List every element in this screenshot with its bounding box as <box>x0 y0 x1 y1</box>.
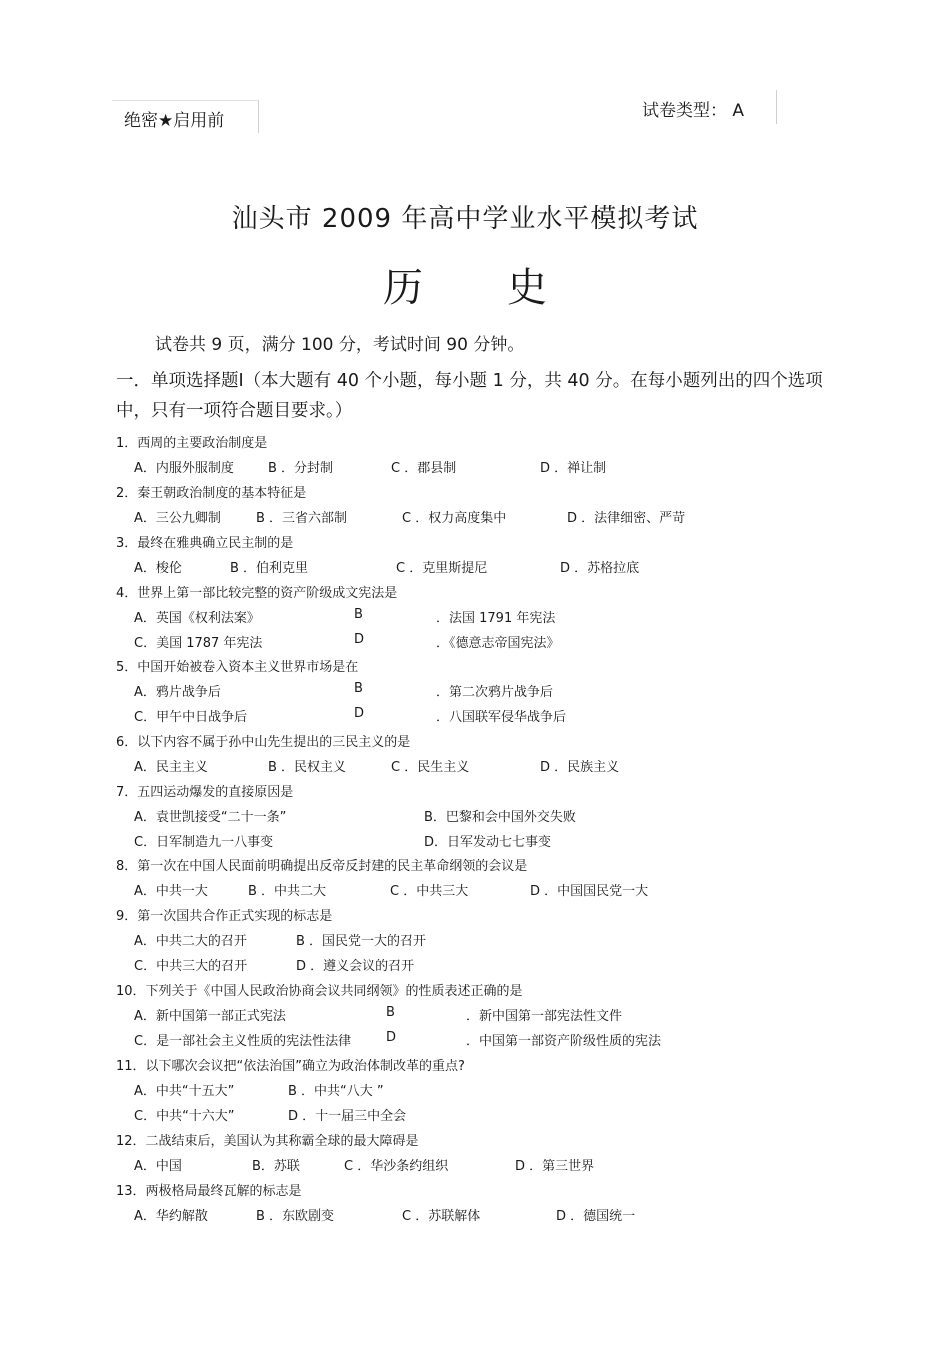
answer-option: B ．中共二大 <box>248 884 327 899</box>
answer-option: B．巴黎和会中国外交失败 <box>424 810 576 825</box>
answer-option: C ．华沙条约组织 <box>344 1159 449 1174</box>
secret-label: 绝密★启用前 <box>124 111 225 131</box>
answer-option: B <box>354 607 363 622</box>
answer-option: ．新中国第一部宪法性文件 <box>466 1009 623 1024</box>
answer-option: B．苏联 <box>252 1159 300 1174</box>
answer-option: B <box>354 681 363 696</box>
paper-type-divider <box>776 90 777 124</box>
question-stem: 7．五四运动爆发的直接原因是 <box>116 785 294 800</box>
question-stem: 12．二战结束后，美国认为其称霸全球的最大障碍是 <box>116 1134 419 1149</box>
exam-intro: 试卷共 9 页，满分 100 分，考试时间 90 分钟。 <box>155 335 525 355</box>
answer-option: D ．民族主义 <box>540 760 620 775</box>
answer-option: B ．中共“八大 ” <box>288 1084 384 1099</box>
answer-option: A．内服外服制度 <box>134 461 234 476</box>
answer-option: D ．十一届三中全会 <box>288 1109 407 1124</box>
answer-option: C．日军制造九一八事变 <box>134 835 274 850</box>
answer-option: C ．郡县制 <box>391 461 457 476</box>
answer-option: C ．民生主义 <box>391 760 470 775</box>
answer-option: D．日军发动七七事变 <box>424 835 552 850</box>
answer-option: ．第二次鸦片战争后 <box>436 685 554 700</box>
answer-option: ．八国联军侵华战争后 <box>436 710 567 725</box>
answer-option: D <box>354 706 365 721</box>
answer-option: C ．克里斯提尼 <box>396 561 488 576</box>
answer-option: C．中共“十六大” <box>134 1109 235 1124</box>
answer-option: A．鸦片战争后 <box>134 685 221 700</box>
question-stem: 3．最终在雅典确立民主制的是 <box>116 536 294 551</box>
question-stem: 9．第一次国共合作正式实现的标志是 <box>116 909 333 924</box>
question-stem: 10．下列关于《中国人民政治协商会议共同纲领》的性质表述正确的是 <box>116 984 523 999</box>
question-stem: 8．第一次在中国人民面前明确提出反帝反封建的民主革命纲领的会议是 <box>116 859 528 874</box>
answer-option: C．甲午中日战争后 <box>134 710 248 725</box>
section-heading: 一．单项选择题Ⅰ（本大题有 40 个小题，每小题 1 分，共 40 分。在每小题列出的四个选项中，只有一项符合题目要求。） <box>116 371 823 421</box>
answer-option: A．中共“十五大” <box>134 1084 235 1099</box>
question-stem: 13．两极格局最终瓦解的标志是 <box>116 1184 302 1199</box>
subject-char-2: 史 <box>507 265 547 311</box>
answer-option: B ．伯利克里 <box>230 561 309 576</box>
answer-option: B ．东欧剧变 <box>256 1209 335 1224</box>
answer-option: A．三公九卿制 <box>134 511 221 526</box>
answer-option: D ．德国统一 <box>556 1209 636 1224</box>
answer-option: ．《德意志帝国宪法》 <box>436 636 560 651</box>
answer-option: D ．遵义会议的召开 <box>296 959 415 974</box>
answer-option: C．中共三大的召开 <box>134 959 248 974</box>
answer-option: C．是一部社会主义性质的宪法性法律 <box>134 1034 352 1049</box>
answer-option: A．中共一大 <box>134 884 208 899</box>
question-stem: 1．西周的主要政治制度是 <box>116 436 268 451</box>
answer-option: B <box>386 1005 395 1020</box>
question-stem: 6．以下内容不属于孙中山先生提出的三民主义的是 <box>116 735 411 750</box>
answer-option: A．中国 <box>134 1159 182 1174</box>
answer-option: D <box>354 632 365 647</box>
question-stem: 11．以下哪次会议把“依法治国”确立为政治体制改革的重点? <box>116 1059 465 1074</box>
answer-option: D ．法律细密、严苛 <box>567 511 686 526</box>
answer-option: D ．禅让制 <box>540 461 607 476</box>
answer-option: A．英国《权利法案》 <box>134 611 260 626</box>
answer-option: C．美国 1787 年宪法 <box>134 636 263 651</box>
answer-option: C ．苏联解体 <box>402 1209 481 1224</box>
answer-option: C ．中共三大 <box>390 884 469 899</box>
subject-title <box>0 256 930 313</box>
answer-option: A．梭伦 <box>134 561 182 576</box>
subject-char-1: 历 <box>383 265 423 311</box>
answer-option: B ．民权主义 <box>268 760 347 775</box>
answer-option: D ．第三世界 <box>515 1159 595 1174</box>
answer-option: A．中共二大的召开 <box>134 934 247 949</box>
question-stem: 5．中国开始被卷入资本主义世界市场是在 <box>116 660 359 675</box>
answer-option: D <box>386 1030 397 1045</box>
answer-option: B ．三省六部制 <box>256 511 348 526</box>
answer-option: C ．权力高度集中 <box>402 511 507 526</box>
answer-option: D ．苏格拉底 <box>560 561 640 576</box>
answer-option: A．新中国第一部正式宪法 <box>134 1009 286 1024</box>
answer-option: ．法国 1791 年宪法 <box>436 611 556 626</box>
answer-option: A．民主主义 <box>134 760 208 775</box>
answer-option: ．中国第一部资产阶级性质的宪法 <box>466 1034 662 1049</box>
paper-type: 试卷类型： A <box>642 101 745 121</box>
question-stem: 2．秦王朝政治制度的基本特征是 <box>116 486 307 501</box>
exam-title: 汕头市 2009 年高中学业水平模拟考试 <box>231 204 699 234</box>
answer-option: B ．国民党一大的召开 <box>296 934 427 949</box>
answer-option: A．袁世凯接受“二十一条” <box>134 810 287 825</box>
question-stem: 4．世界上第一部比较完整的资产阶级成文宪法是 <box>116 586 398 601</box>
answer-option: D ．中国国民党一大 <box>530 884 649 899</box>
answer-option: B ．分封制 <box>268 461 334 476</box>
answer-option: A．华约解散 <box>134 1209 208 1224</box>
